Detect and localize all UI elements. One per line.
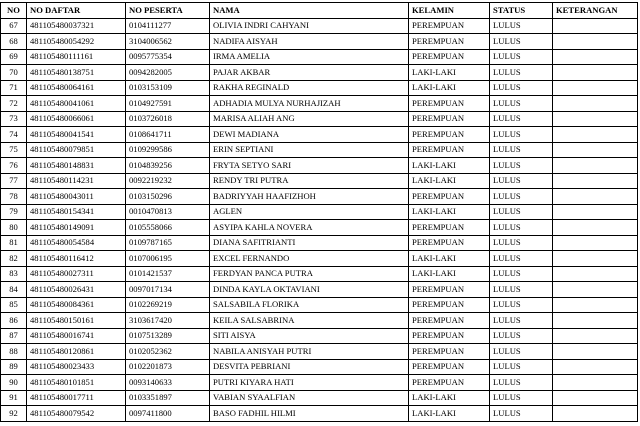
table-row [1, 158, 638, 174]
cell-kelamin: LAKI-LAKI [409, 266, 490, 282]
cell-nama: NADIFA AISYAH [210, 34, 409, 50]
cell-status: LULUS [490, 390, 553, 406]
cell-kelamin: LAKI-LAKI [409, 406, 490, 422]
cell-keterangan [553, 344, 638, 360]
cell-keterangan [553, 406, 638, 422]
cell-no-daftar: 481105480154341 [27, 204, 126, 220]
cell-no-peserta: 0102201873 [126, 359, 210, 375]
cell-status: LULUS [490, 158, 553, 174]
cell-keterangan [553, 18, 638, 34]
cell-no: 91 [1, 390, 27, 406]
cell-kelamin: PEREMPUAN [409, 18, 490, 34]
cell-keterangan [553, 313, 638, 329]
cell-status: LULUS [490, 375, 553, 391]
cell-keterangan [553, 34, 638, 50]
cell-no: 87 [1, 328, 27, 344]
cell-kelamin: PEREMPUAN [409, 235, 490, 251]
cell-nama: PAJAR AKBAR [210, 65, 409, 81]
cell-no-peserta: 0097411800 [126, 406, 210, 422]
cell-no-daftar: 481105480023433 [27, 359, 126, 375]
cell-no-daftar: 481105480079542 [27, 406, 126, 422]
cell-no-daftar: 481105480150161 [27, 313, 126, 329]
table-row [1, 359, 638, 375]
cell-nama: ERIN SEPTIANI [210, 142, 409, 158]
cell-status: LULUS [490, 189, 553, 205]
cell-keterangan [553, 173, 638, 189]
cell-keterangan [553, 49, 638, 65]
cell-keterangan [553, 297, 638, 313]
cell-no-daftar: 481105480017711 [27, 390, 126, 406]
cell-nama: BASO FADHIL HILMI [210, 406, 409, 422]
table-row [1, 127, 638, 143]
cell-no-peserta: 0095775354 [126, 49, 210, 65]
cell-status: LULUS [490, 65, 553, 81]
cell-nama: ADHADIA MULYA NURHAJIZAH [210, 96, 409, 112]
cell-nama: IRMA AMELIA [210, 49, 409, 65]
cell-status: LULUS [490, 235, 553, 251]
cell-no: 74 [1, 127, 27, 143]
cell-kelamin: LAKI-LAKI [409, 173, 490, 189]
cell-status: LULUS [490, 220, 553, 236]
cell-keterangan [553, 96, 638, 112]
cell-no: 88 [1, 344, 27, 360]
cell-keterangan [553, 220, 638, 236]
cell-kelamin: LAKI-LAKI [409, 251, 490, 267]
cell-nama: RENDY TRI PUTRA [210, 173, 409, 189]
cell-status: LULUS [490, 204, 553, 220]
cell-nama: DINDA KAYLA OKTAVIANI [210, 282, 409, 298]
cell-keterangan [553, 266, 638, 282]
table-row [1, 266, 638, 282]
cell-no: 84 [1, 282, 27, 298]
cell-status: LULUS [490, 359, 553, 375]
table-row [1, 173, 638, 189]
table-row [1, 313, 638, 329]
cell-keterangan [553, 375, 638, 391]
table-row [1, 34, 638, 50]
table-row [1, 297, 638, 313]
cell-kelamin: LAKI-LAKI [409, 65, 490, 81]
header-nama: NAMA [210, 3, 409, 19]
cell-no: 70 [1, 65, 27, 81]
cell-status: LULUS [490, 18, 553, 34]
table-row [1, 49, 638, 65]
cell-no-daftar: 481105480149091 [27, 220, 126, 236]
cell-no: 77 [1, 173, 27, 189]
cell-no-peserta: 3103617420 [126, 313, 210, 329]
cell-no: 67 [1, 18, 27, 34]
cell-no-daftar: 481105480016741 [27, 328, 126, 344]
cell-no-daftar: 481105480043011 [27, 189, 126, 205]
cell-no-daftar: 481105480148831 [27, 158, 126, 174]
cell-no: 71 [1, 80, 27, 96]
cell-status: LULUS [490, 173, 553, 189]
cell-no: 90 [1, 375, 27, 391]
cell-no-daftar: 481105480054584 [27, 235, 126, 251]
cell-no-daftar: 481105480037321 [27, 18, 126, 34]
cell-kelamin: PEREMPUAN [409, 111, 490, 127]
cell-status: LULUS [490, 34, 553, 50]
table-row [1, 80, 638, 96]
cell-kelamin: PEREMPUAN [409, 328, 490, 344]
cell-no: 75 [1, 142, 27, 158]
cell-no-peserta: 0103726018 [126, 111, 210, 127]
table-row [1, 251, 638, 267]
cell-no-daftar: 481105480041061 [27, 96, 126, 112]
table-row [1, 390, 638, 406]
cell-status: LULUS [490, 49, 553, 65]
cell-no-peserta: 0104839256 [126, 158, 210, 174]
cell-no-peserta: 0103351897 [126, 390, 210, 406]
cell-kelamin: PEREMPUAN [409, 359, 490, 375]
cell-no-peserta: 0103150296 [126, 189, 210, 205]
cell-no-peserta: 0092219232 [126, 173, 210, 189]
cell-nama: SITI AISYA [210, 328, 409, 344]
table-row [1, 344, 638, 360]
cell-kelamin: PEREMPUAN [409, 344, 490, 360]
cell-no-peserta: 0104111277 [126, 18, 210, 34]
cell-keterangan [553, 390, 638, 406]
cell-kelamin: LAKI-LAKI [409, 80, 490, 96]
table-row [1, 204, 638, 220]
cell-kelamin: PEREMPUAN [409, 127, 490, 143]
cell-nama: DIANA SAFITRIANTI [210, 235, 409, 251]
cell-keterangan [553, 235, 638, 251]
table-row [1, 235, 638, 251]
cell-nama: KEILA SALSABRINA [210, 313, 409, 329]
cell-nama: BADRIYYAH HAAFIZHOH [210, 189, 409, 205]
header-keterangan: KETERANGAN [553, 3, 638, 19]
cell-keterangan [553, 142, 638, 158]
cell-no-daftar: 481105480114231 [27, 173, 126, 189]
table-row [1, 282, 638, 298]
cell-keterangan [553, 282, 638, 298]
cell-no-peserta: 0093140633 [126, 375, 210, 391]
cell-kelamin: PEREMPUAN [409, 142, 490, 158]
cell-no-peserta: 3104006562 [126, 34, 210, 50]
header-kelamin: KELAMIN [409, 3, 490, 19]
cell-no-peserta: 0104927591 [126, 96, 210, 112]
cell-kelamin: PEREMPUAN [409, 189, 490, 205]
cell-no: 81 [1, 235, 27, 251]
header-no-peserta: NO PESERTA [126, 3, 210, 19]
cell-kelamin: PEREMPUAN [409, 313, 490, 329]
cell-no-daftar: 481105480111161 [27, 49, 126, 65]
cell-no: 89 [1, 359, 27, 375]
cell-kelamin: PEREMPUAN [409, 297, 490, 313]
cell-status: LULUS [490, 80, 553, 96]
cell-no-peserta: 0102269219 [126, 297, 210, 313]
cell-kelamin: PEREMPUAN [409, 49, 490, 65]
cell-nama: VABIAN SYAALFIAN [210, 390, 409, 406]
table-header-row [1, 3, 638, 19]
cell-keterangan [553, 80, 638, 96]
table-row [1, 220, 638, 236]
cell-nama: FRYTA SETYO SARI [210, 158, 409, 174]
cell-kelamin: PEREMPUAN [409, 375, 490, 391]
cell-kelamin: PEREMPUAN [409, 220, 490, 236]
cell-no: 76 [1, 158, 27, 174]
cell-keterangan [553, 111, 638, 127]
cell-status: LULUS [490, 142, 553, 158]
cell-no-peserta: 0109787165 [126, 235, 210, 251]
cell-nama: EXCEL FERNANDO [210, 251, 409, 267]
cell-no-daftar: 481105480138751 [27, 65, 126, 81]
cell-no-daftar: 481105480026431 [27, 282, 126, 298]
cell-keterangan [553, 65, 638, 81]
cell-no-peserta: 0109299586 [126, 142, 210, 158]
cell-keterangan [553, 158, 638, 174]
results-table [0, 2, 638, 422]
cell-status: LULUS [490, 282, 553, 298]
cell-nama: SALSABILA FLORIKA [210, 297, 409, 313]
table-row [1, 18, 638, 34]
table-row [1, 328, 638, 344]
cell-keterangan [553, 251, 638, 267]
cell-keterangan [553, 359, 638, 375]
cell-nama: NABILA ANISYAH PUTRI [210, 344, 409, 360]
cell-status: LULUS [490, 127, 553, 143]
cell-no-peserta: 0108641711 [126, 127, 210, 143]
cell-nama: AGLEN [210, 204, 409, 220]
cell-no-daftar: 481105480120861 [27, 344, 126, 360]
header-no: NO [1, 3, 27, 19]
cell-kelamin: PEREMPUAN [409, 34, 490, 50]
cell-nama: DEWI MADIANA [210, 127, 409, 143]
cell-no-peserta: 0097017134 [126, 282, 210, 298]
table-row [1, 375, 638, 391]
cell-nama: ASYIPA KAHLA NOVERA [210, 220, 409, 236]
cell-status: LULUS [490, 111, 553, 127]
cell-keterangan [553, 127, 638, 143]
cell-status: LULUS [490, 297, 553, 313]
cell-no-daftar: 481105480079851 [27, 142, 126, 158]
cell-kelamin: PEREMPUAN [409, 96, 490, 112]
cell-no-peserta: 0094282005 [126, 65, 210, 81]
cell-status: LULUS [490, 251, 553, 267]
cell-no-daftar: 481105480101851 [27, 375, 126, 391]
cell-kelamin: LAKI-LAKI [409, 390, 490, 406]
cell-no-daftar: 481105480027311 [27, 266, 126, 282]
cell-no-peserta: 0101421537 [126, 266, 210, 282]
table-row [1, 65, 638, 81]
cell-no: 92 [1, 406, 27, 422]
header-no-daftar: NO DAFTAR [27, 3, 126, 19]
cell-no-peserta: 0105558066 [126, 220, 210, 236]
cell-no: 73 [1, 111, 27, 127]
header-status: STATUS [490, 3, 553, 19]
cell-no-peserta: 0107513289 [126, 328, 210, 344]
cell-no-daftar: 481105480041541 [27, 127, 126, 143]
cell-nama: DESVITA PEBRIANI [210, 359, 409, 375]
cell-no-peserta: 0010470813 [126, 204, 210, 220]
cell-kelamin: PEREMPUAN [409, 282, 490, 298]
cell-no: 79 [1, 204, 27, 220]
cell-nama: RAKHA REGINALD [210, 80, 409, 96]
table-row [1, 111, 638, 127]
cell-no: 82 [1, 251, 27, 267]
cell-nama: OLIVIA INDRI CAHYANI [210, 18, 409, 34]
table-row [1, 142, 638, 158]
cell-no: 78 [1, 189, 27, 205]
table-row [1, 96, 638, 112]
cell-no-peserta: 0107006195 [126, 251, 210, 267]
cell-no: 86 [1, 313, 27, 329]
table-row [1, 189, 638, 205]
cell-nama: PUTRI KIYARA HATI [210, 375, 409, 391]
cell-nama: MARISA ALIAH ANG [210, 111, 409, 127]
cell-status: LULUS [490, 328, 553, 344]
cell-no: 72 [1, 96, 27, 112]
cell-no: 83 [1, 266, 27, 282]
cell-nama: FERDYAN PANCA PUTRA [210, 266, 409, 282]
cell-no-daftar: 481105480064161 [27, 80, 126, 96]
cell-kelamin: LAKI-LAKI [409, 158, 490, 174]
cell-no: 85 [1, 297, 27, 313]
cell-status: LULUS [490, 96, 553, 112]
cell-no-peserta: 0102052362 [126, 344, 210, 360]
cell-keterangan [553, 189, 638, 205]
cell-status: LULUS [490, 266, 553, 282]
cell-status: LULUS [490, 406, 553, 422]
cell-keterangan [553, 204, 638, 220]
cell-status: LULUS [490, 313, 553, 329]
cell-no: 68 [1, 34, 27, 50]
cell-status: LULUS [490, 344, 553, 360]
cell-keterangan [553, 328, 638, 344]
cell-no-daftar: 481105480116412 [27, 251, 126, 267]
cell-no-peserta: 0103153109 [126, 80, 210, 96]
cell-no-daftar: 481105480066061 [27, 111, 126, 127]
cell-no: 80 [1, 220, 27, 236]
cell-kelamin: LAKI-LAKI [409, 204, 490, 220]
cell-no-daftar: 481105480084361 [27, 297, 126, 313]
cell-no: 69 [1, 49, 27, 65]
cell-no-daftar: 481105480054292 [27, 34, 126, 50]
table-row [1, 406, 638, 422]
